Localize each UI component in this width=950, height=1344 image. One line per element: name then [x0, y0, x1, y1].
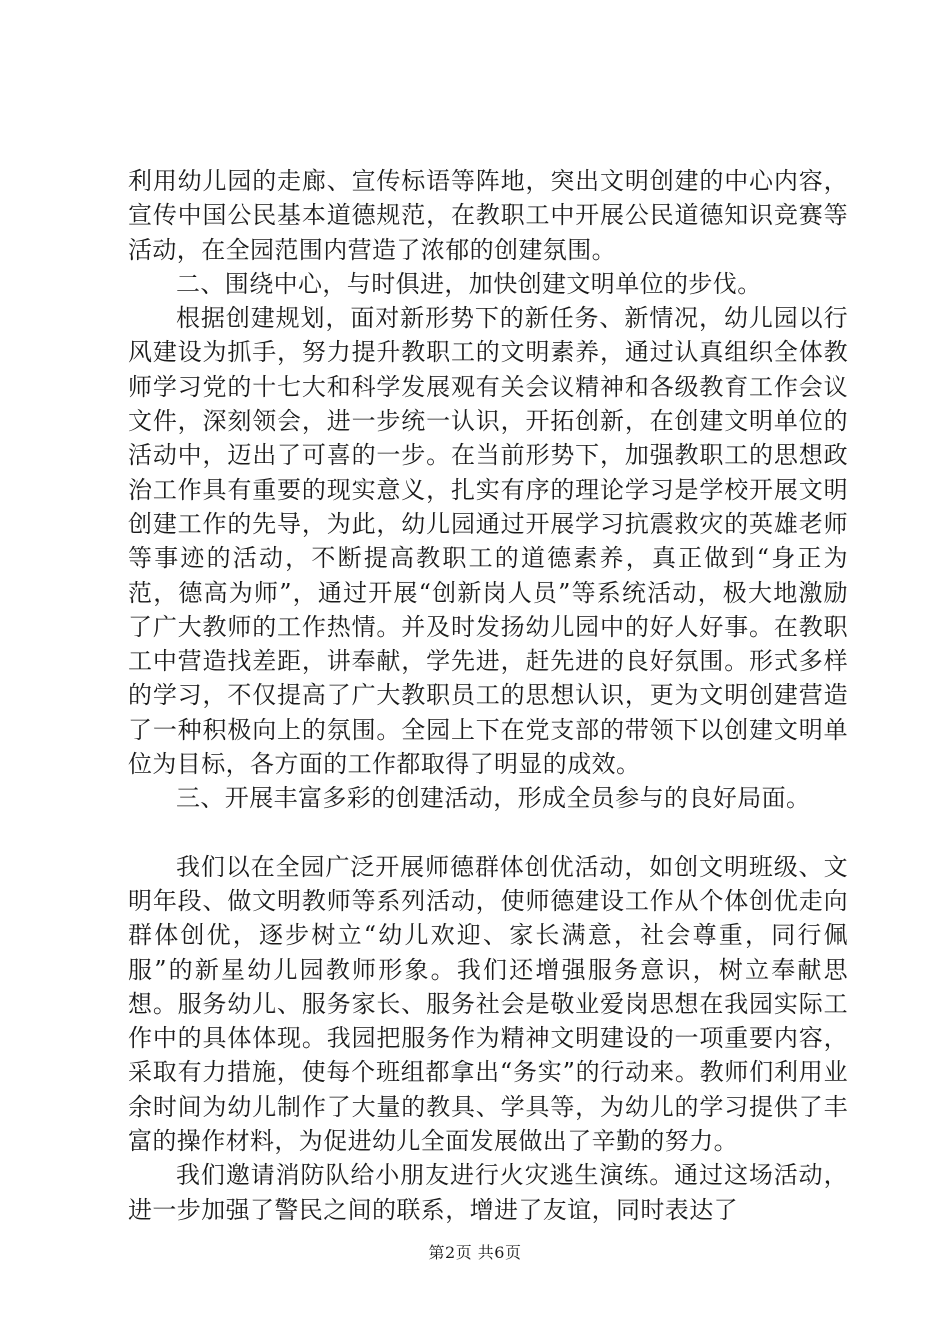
section-heading-2: 二、围绕中心，与时俱进，加快创建文明单位的步伐。 — [176, 269, 762, 298]
paragraph-6: 我们邀请消防队给小朋友进行火灾逃生演练。通过这场活动，进一步加强了警民之间的联系，增进了友谊，同时表达了 — [128, 1161, 848, 1224]
paragraph-1: 利用幼儿园的走廊、宣传标语等阵地，突出文明创建的中心内容，宣传中国公民基本道德规范，在教职工中开展公民道德知识竞赛等活动，在全园范围内营造了浓郁的创建氛围。 — [128, 167, 848, 264]
section-heading-3: 三、开展丰富多彩的创建活动，形成全员参与的良好局面。 — [176, 784, 811, 813]
blank-line — [128, 816, 848, 850]
document-body — [128, 164, 848, 1227]
page-footer: 第2页 共6页 — [428, 1243, 522, 1262]
paragraph-3: 根据创建规划，面对新形势下的新任务、新情况，幼儿园以行风建设为抓手，努力提升教职工的文明素养，通过认真组织全体教师学习党的十七大和科学发展观有关会议精神和各级教育工作会议文件，深刻领会，进一步统一认识，开拓创新，在创建文明单位的活动中，迈出了可喜的一步。在当前形势下，加强教职工的思想政治工作具有重要的现实意义，扎实有序的理论学习是学校开展文明创建工作的先导，为此，幼儿园通过开展学习抗震救灾的英雄老师等事迹的活动，不断提高教职工的道德素养，真正做到“身正为范，德高为师”，通过开展“创新岗人员”等系统活动，极大地激励了广大教师的工作热情。并及时发扬幼儿园中的好人好事。在教职工中营造找差距，讲奉献，学先进，赶先进的良好氛围。形式多样的学习，不仅提高了广大教职员工的思想认识，更为文明创建营造了一种积极向上的氛围。全园上下在党支部的带领下以创建文明单位为目标，各方面的工作都取得了明显的成效。 — [128, 304, 848, 779]
paragraph-5: 我们以在全园广泛开展师德群体创优活动，如创文明班级、文明年段、做文明教师等系列活动，使师德建设工作从个体创优走向群体创优，逐步树立“幼儿欢迎、家长满意，社会尊重，同行佩服”的新星幼儿园教师形象。我们还增强服务意识，树立奉献思想。服务幼儿、服务家长、服务社会是敬业爱岗思想在我园实际工作中的具体体现。我园把服务作为精神文明建设的一项重要内容，采取有力措施，使每个班组都拿出“务实”的行动来。教师们利用业余时间为幼儿制作了大量的教具、学具等，为幼儿的学习提供了丰富的操作材料，为促进幼儿全面发展做出了辛勤的努力。 — [128, 852, 848, 1156]
